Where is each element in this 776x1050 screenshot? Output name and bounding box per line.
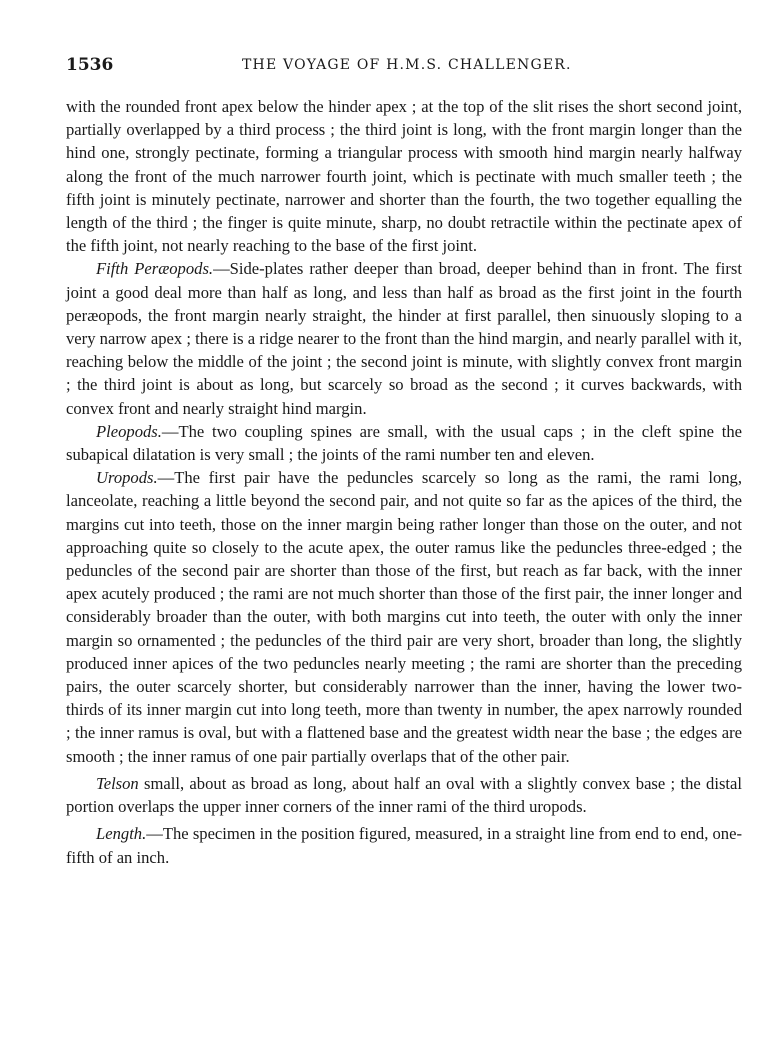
paragraph-text: small, about as broad as long, about half an oval with a slightly convex base ; the distal portion overlaps the upper inner corners of the inner rami of the third uropods. <box>66 773 742 817</box>
section-heading: Pleopods. <box>96 421 162 441</box>
section-heading: Fifth Peræopods. <box>96 259 214 279</box>
paragraph-fifth-peraeopods <box>66 257 742 419</box>
paragraph-pleopods <box>66 420 742 466</box>
paragraph-text: —The specimen in the position figured, measured, in a straight line from end to end, one-fifth of an inch. <box>66 824 742 867</box>
section-heading: Length. <box>96 824 147 844</box>
section-heading: Uropods. <box>96 468 158 488</box>
body-text <box>66 95 742 869</box>
paragraph-text: —The two coupling spines are small, with the usual caps ; in the cleft spine the subapical dilatation is very small ; the joints of the rami number ten and eleven. <box>66 421 742 465</box>
section-heading: Telson <box>96 773 139 793</box>
paragraph-text: with the rounded front apex below the hinder apex ; at the top of the slit rises the short second joint, partially overlapped by a third process ; the third joint is long, with the front margin longer than the hind one, strongly pectinate, forming a triangular process with smooth hind margin nearly halfway along the front of the much narrower fourth joint, which is pectinate with much smaller teeth ; the fifth joint is minutely pectinate, narrower and shorter than the fourth, the two together equalling the length of the third ; the finger is quite minute, sharp, no doubt retractile within the pectinate apex of the fifth joint, not nearly reaching to the base of the first joint. <box>66 97 742 256</box>
paragraph-uropods <box>66 466 742 768</box>
paragraph-telson <box>66 772 742 818</box>
paragraph-continuation <box>66 95 742 257</box>
running-title: THE VOYAGE OF H.M.S. CHALLENGER. <box>242 57 572 73</box>
book-page <box>66 55 742 869</box>
paragraph-text: —Side-plates rather deeper than broad, deeper behind than in front. The first joint a good deal more than half as long, and less than half as broad as the first joint in the fourth peræopods, the front margin nearly straight, the hinder at first parallel, then sinuously sloping to a very narrow apex ; there is a ridge nearer to the front than the hind margin, and nearly parallel with it, reaching below the middle of the joint ; the second joint is minute, with slightly convex front margin ; the third joint is about as long, but scarcely so broad as the second ; it curves backwards, with convex front and nearly straight hind margin. <box>66 259 742 418</box>
paragraph-text: —The first pair have the peduncles scarcely so long as the rami, the rami long, lanceolate, reaching a little beyond the second pair, and not quite so far as the apices of the third, the margins cut into teeth, those on the inner margin being rather longer than those on the outer, and not approaching quite so closely to the acute apex, the outer ramus like the peduncles three-edged ; the peduncles of the second pair are shorter than those of the first, but reach as far back, with the inner apex acutely produced ; the rami are not much shorter than those of the first pair, the inner longer and considerably broader than the outer, with both margins cut into teeth, the outer with only the inner margin so ornamented ; the peduncles of the third pair are very short, broader than long, the slightly produced inner apices of the two peduncles nearly meeting ; the rami are shorter than the preceding pairs, the outer scarcely shorter, but considerably narrower than the inner, having the lower two-thirds of its inner margin cut into long teeth, more than twenty in number, the apex narrowly rounded ; the inner ramus is oval, but with a flattened base and the greatest width near the base ; the edges are smooth ; the inner ramus of one pair partially overlaps that of the other pair. <box>66 468 742 766</box>
page-header <box>66 55 742 85</box>
page-number: 1536 <box>66 55 114 75</box>
paragraph-length <box>66 822 742 868</box>
